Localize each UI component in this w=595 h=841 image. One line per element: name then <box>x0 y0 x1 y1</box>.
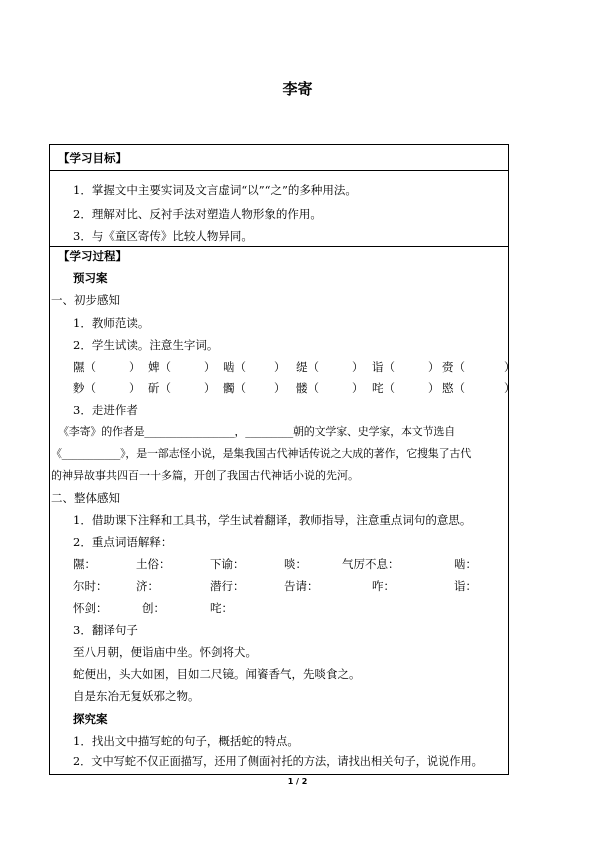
author-paragraph-line: 《___________》，是一部志怪小说，是集我国古代神话传说之大成的著作，它搜集了古代 <box>51 447 471 460</box>
question: 2．文中写蛇不仅正面描写，还用了侧面衬托的方法，请找出相关句子，说说作用。 <box>73 755 483 768</box>
process-heading: 【学习过程】 <box>58 249 127 263</box>
author-paragraph-line: 《李寄》的作者是_________________，_________朝的文学家、史学家，本文节选自 <box>58 425 455 438</box>
step-1-2: 2．学生试读。注意生字词。 <box>73 338 219 352</box>
sentence: 至八月朝，便诣庙中坐。怀剑将犬。 <box>73 645 257 659</box>
goals-divider <box>50 170 508 171</box>
page-title: 李寄 <box>282 80 313 98</box>
worksheet-table: 【学习目标】 1．掌握文中主要实词及文言虚词“以”“之”的多种用法。 2．理解对比、反衬手法对塑造人物形象的作用。 3．与《童区寄传》比较人物异同。 【学习过程】 预习案 一、初步感知 1．教师范读。 2．学生试读。注意生字词。 隰（ ） 婢（ ） 啮（ ） 缇（ ） 诣（ ） 赍（ ） 麨（ ） 斫（ ） 髑（ ） 髅（ ） 咤（ ） 愍（ ） 3．走进作者 《李寄》的作者是_________________，_________朝的文学家、史学家，本文节选自 《___________》，是一部志怪小说，是集我国古代神话传说之大成的著作，它搜集了古代 的神异故事共四百一十多篇，开创了我国古代神话小说的先河。 二、整体感知 1．借助课下注释和工具书，学生试着翻译，教师指导，注意重点词句的意思。 2．重点词语解释： 隰： 土俗： 下谕： 啖： 气厉不息： 啮： 尔时： 济： 潜行： 告请： 咋： 诣： 怀剑： 创： 咤： 3．翻译句子 至八月朝，便诣庙中坐。怀剑将犬。 蛇便出，头大如囷，目如二尺镜。闻餈香气，先啖食之。 自是东冶无复妖邪之物。 探究案 1．找出文中描写蛇的句子，概括蛇的特点。 2．文中写蛇不仅正面描写，还用了侧面衬托的方法，请找出相关句子，说说作用。 <box>49 144 509 775</box>
explore-heading: 探究案 <box>73 712 108 726</box>
step-1-1: 1．教师范读。 <box>73 316 150 330</box>
section-1-heading: 一、初步感知 <box>51 293 120 307</box>
goal-item: 1．掌握文中主要实词及文言虚词“以”“之”的多种用法。 <box>73 183 357 197</box>
sentence: 自是东冶无复妖邪之物。 <box>73 689 200 703</box>
goal-item: 3．与《童区寄传》比较人物异同。 <box>73 229 253 243</box>
section-2-heading: 二、整体感知 <box>51 491 120 505</box>
step-2-3: 3．翻译句子 <box>73 623 138 637</box>
step-1-3: 3．走进作者 <box>73 403 138 417</box>
goals-bottom-divider <box>50 246 508 247</box>
page-number: 1 / 2 <box>287 777 308 786</box>
sentence: 蛇便出，头大如囷，目如二尺镜。闻餈香气，先啖食之。 <box>73 667 361 681</box>
step-2-1: 1．借助课下注释和工具书，学生试着翻译，教师指导，注意重点词句的意思。 <box>73 513 472 527</box>
step-2-2: 2．重点词语解释： <box>73 535 173 549</box>
preview-heading: 预习案 <box>73 271 108 285</box>
author-paragraph-line: 的神异故事共四百一十多篇，开创了我国古代神话小说的先河。 <box>51 469 359 482</box>
goal-item: 2．理解对比、反衬手法对塑造人物形象的作用。 <box>73 207 322 221</box>
question: 1．找出文中描写蛇的句子，概括蛇的特点。 <box>73 734 299 748</box>
goals-heading: 【学习目标】 <box>58 151 127 165</box>
